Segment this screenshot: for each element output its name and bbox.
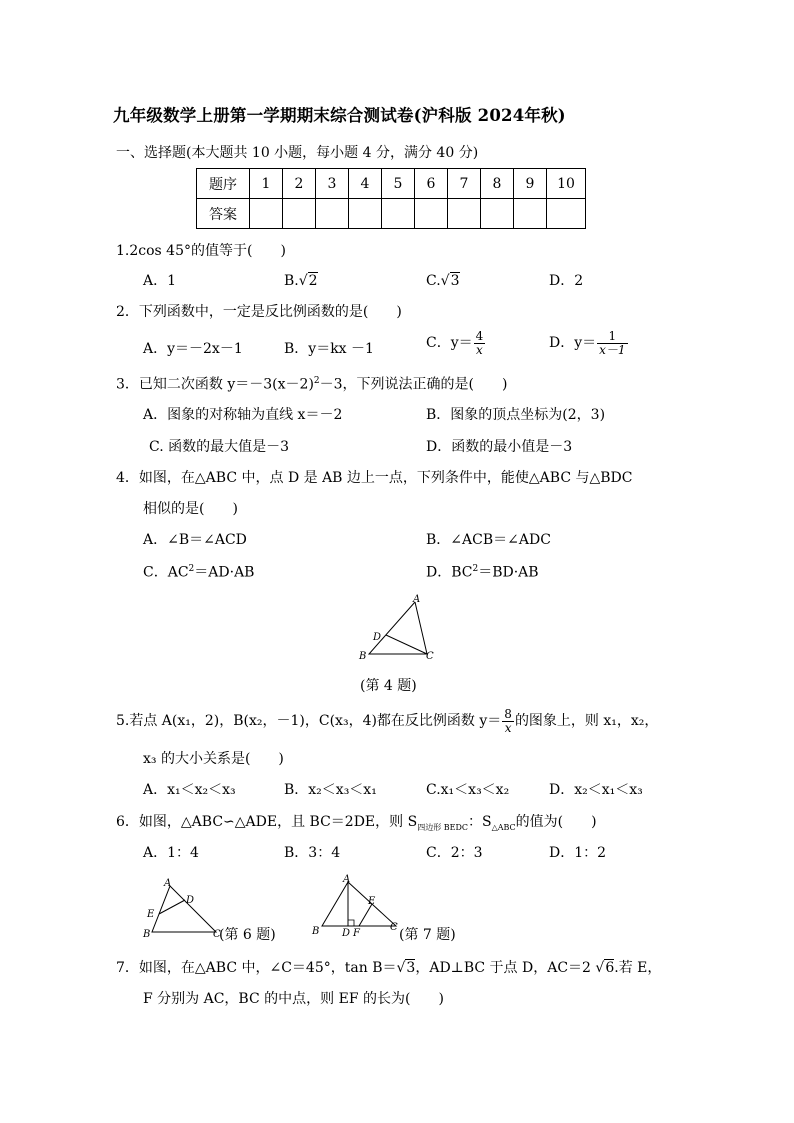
table-cell: 5 (382, 169, 415, 199)
q2-option-a: A．y＝－2x－1 (143, 341, 243, 357)
answer-cell[interactable] (316, 199, 349, 229)
section-heading: 一、选择题(本大题共 10 小题，每小题 4 分，满分 40 分) (116, 145, 479, 161)
table-cell: 1 (250, 169, 283, 199)
q3-option-a: A．图象的对称轴为直线 x＝－2 (143, 407, 343, 423)
table-cell: 10 (547, 169, 586, 199)
label-c: C (390, 922, 398, 933)
label-d: D (342, 928, 351, 939)
table-cell: 3 (316, 169, 349, 199)
q6-option-c: C．2：3 (426, 845, 483, 861)
table-row (197, 199, 586, 229)
answer-cell[interactable] (283, 199, 316, 229)
question-3-stem: 3．已知二次函数 $y=-3(x-2)^2-3$，下列说法正确的是( ) (116, 376, 508, 393)
table-cell: 6 (415, 169, 448, 199)
label-e: E (147, 909, 155, 920)
q6-option-a: A．1：4 (143, 845, 199, 861)
question-1-stem: 1.2cos 45°的值等于( ) (116, 243, 286, 259)
q4-option-d: D．$BC^2=BD\cdot AB$ (426, 564, 539, 581)
q1-option-b: B.√2 (284, 273, 318, 289)
label-a: A (343, 874, 351, 885)
answer-cell[interactable] (481, 199, 514, 229)
question-5-stem-cont: x₃ 的大小关系是( ) (143, 751, 284, 767)
q5-option-d: D．x₂＜x₁＜x₃ (549, 782, 643, 798)
answer-cell[interactable] (250, 199, 283, 229)
q3-option-d: D．函数的最小值是－3 (426, 439, 573, 455)
label-d: D (373, 632, 382, 643)
label-a: A (164, 878, 172, 889)
answer-cell[interactable] (349, 199, 382, 229)
label-c: C (426, 651, 434, 662)
question-5-stem: 5.若点 A(x₁，2)，B(x₂，－1)，C(x₃，4)都在反比例函数 y＝ $\frac{8}{x}$ 的图象上，则 x₁，x₂， (116, 707, 659, 735)
figure-q4-triangle (355, 592, 435, 664)
question-6-stem: 6．如图，△ABC∽△ADE，且 BC＝2DE，则 $S_{四边形 BEDC}$：$S_{\triangle ABC}$的值为( ) (116, 814, 597, 832)
q6-option-d: D．1：2 (549, 845, 607, 861)
q1-option-d: D．2 (549, 273, 584, 289)
label-e: E (368, 896, 376, 907)
label-b: B (312, 926, 320, 937)
q3-option-b: B．图象的顶点坐标为(2，3) (426, 407, 606, 423)
answer-cell[interactable] (448, 199, 481, 229)
question-7-stem: 7．如图，在△ABC 中，∠C＝45°，tan B＝√3，AD⊥BC 于点 D，AC＝2 √6.若 E， (116, 960, 662, 976)
table-cell: 9 (514, 169, 547, 199)
label-a: A (413, 594, 421, 605)
table-cell: 答案 (197, 199, 250, 229)
q1-option-c: C.√3 (426, 273, 460, 289)
q2-option-d: D．y＝ $\frac{1}{x-1}$ (549, 329, 626, 357)
table-cell: 题序 (197, 169, 250, 199)
q5-option-c: C.x₁＜x₃＜x₂ (426, 782, 510, 798)
q6-option-b: B．3：4 (284, 845, 341, 861)
q4-option-a: A．∠B＝∠ACD (143, 532, 247, 548)
answer-table (196, 168, 586, 229)
label-b: B (359, 651, 367, 662)
label-d: D (186, 895, 195, 906)
q2-option-c: C．y＝ $\frac{4}{x}$ (426, 329, 484, 357)
q4-option-b: B．∠ACB＝∠ADC (426, 532, 551, 548)
answer-cell[interactable] (415, 199, 448, 229)
q5-option-a: A．x₁＜x₂＜x₃ (143, 782, 236, 798)
answer-cell[interactable] (382, 199, 415, 229)
figure-q4-caption: (第 4 题) (360, 678, 417, 694)
table-cell: 4 (349, 169, 382, 199)
q4-option-c: C．$AC^2=AD\cdot AB$ (143, 564, 255, 581)
question-7-stem-cont: F 分别为 AC，BC 的中点，则 EF 的长为( ) (143, 991, 444, 1007)
table-cell: 7 (448, 169, 481, 199)
table-cell: 2 (283, 169, 316, 199)
question-4-stem-cont: 相似的是( ) (143, 501, 238, 517)
question-2-stem: 2．下列函数中，一定是反比例函数的是( ) (116, 304, 402, 320)
table-cell: 8 (481, 169, 514, 199)
label-f: F (353, 928, 360, 939)
label-b: B (143, 929, 151, 940)
page-title: 九年级数学上册第一学期期末综合测试卷(沪科版 2024年秋) (113, 106, 566, 125)
figure-q7-triangle (308, 872, 403, 944)
q2-option-b: B．y＝kx －1 (284, 341, 374, 357)
table-row (197, 169, 586, 199)
q5-option-b: B．x₂＜x₃＜x₁ (284, 782, 377, 798)
label-c: C (213, 929, 221, 940)
q3-option-c: C. 函数的最大值是－3 (149, 439, 290, 455)
q1-option-a: A．1 (143, 273, 177, 289)
figure-q7-caption: (第 7 题) (399, 927, 456, 943)
figure-q6-caption: (第 6 题) (219, 927, 276, 943)
answer-cell[interactable] (547, 199, 586, 229)
question-4-stem: 4．如图，在△ABC 中，点 D 是 AB 边上一点，下列条件中，能使△ABC 与△BDC (116, 470, 633, 486)
answer-cell[interactable] (514, 199, 547, 229)
